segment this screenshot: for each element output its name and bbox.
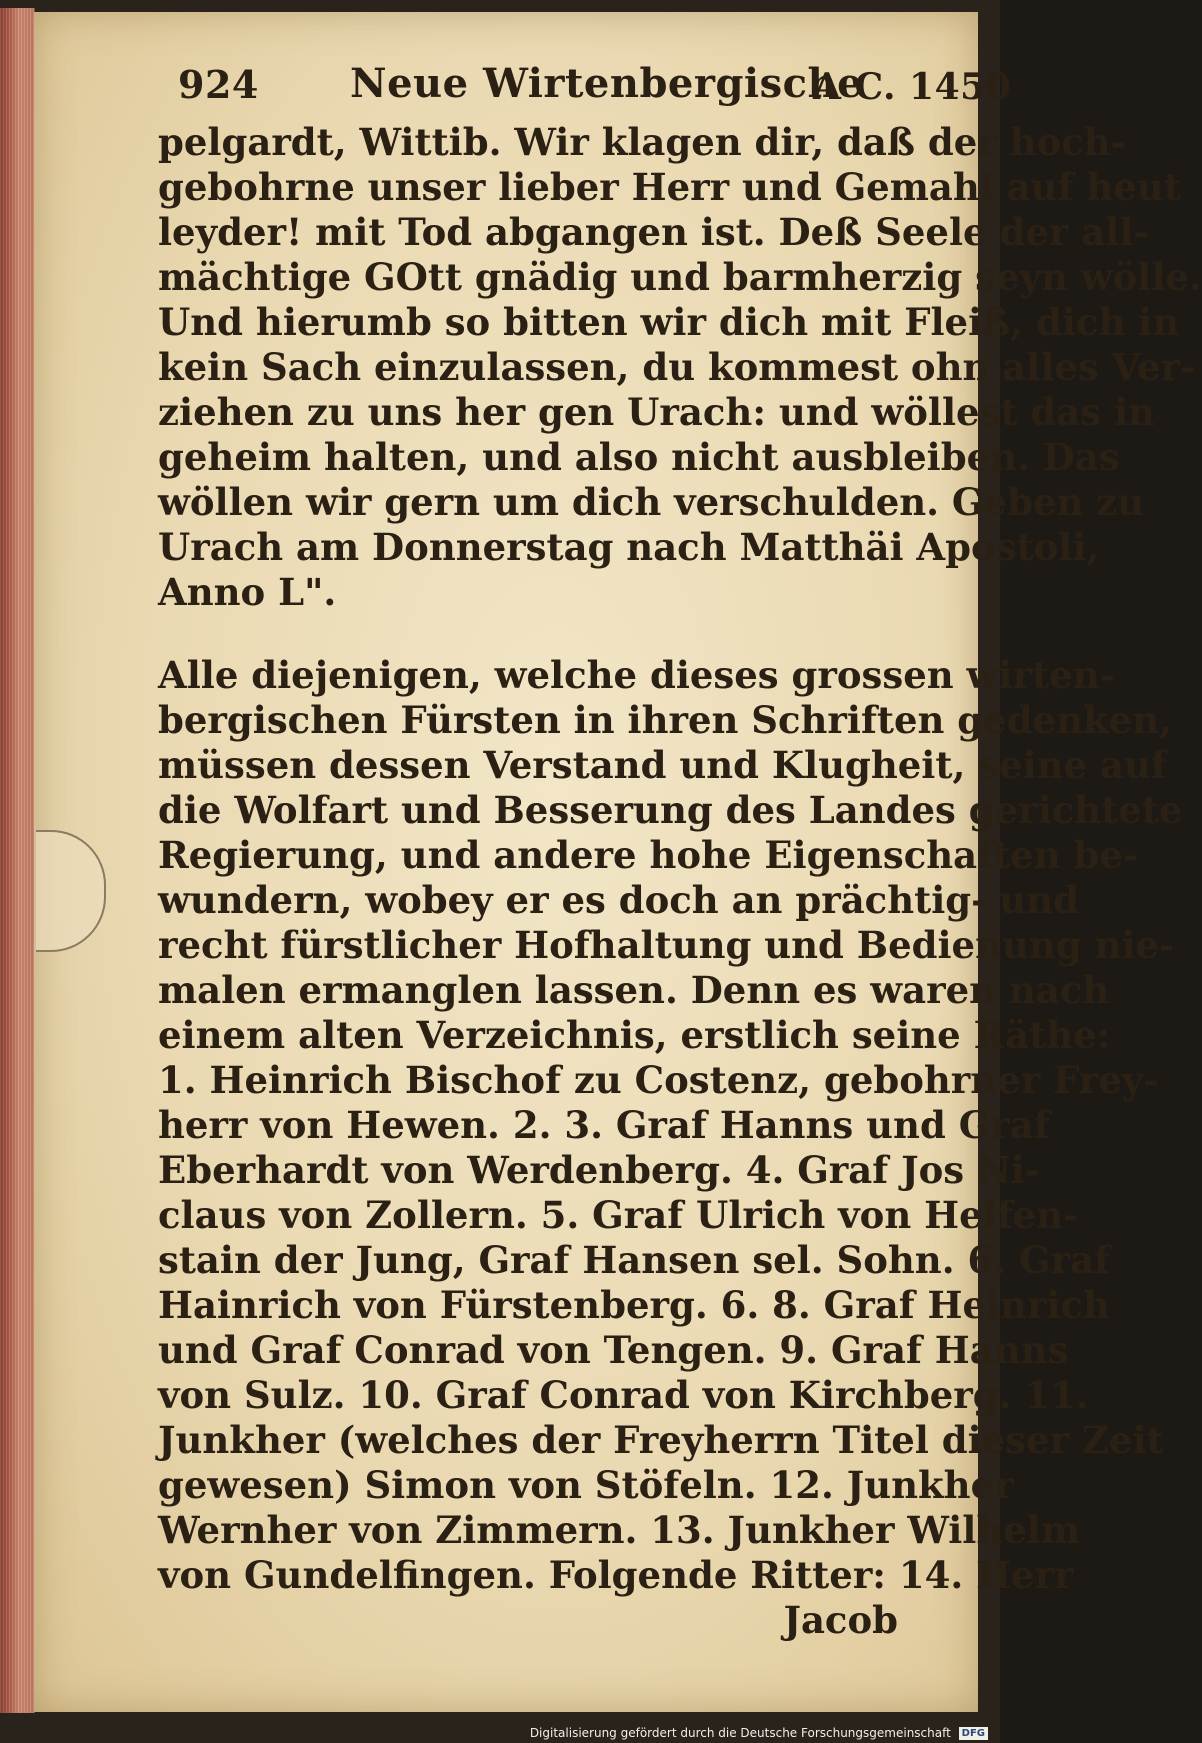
text-line: stain der Jung, Graf Hansen sel. Sohn. 6. Graf (158, 1238, 1110, 1282)
text-line: pelgardt, Wittib. Wir klagen dir, daß der hoch- (158, 120, 1127, 164)
running-header (158, 56, 1012, 120)
text-line: Anno L". (158, 570, 337, 614)
text-line: von Sulz. 10. Graf Conrad von Kirchberg. 11. (158, 1373, 1089, 1417)
page-clip-tab (36, 830, 106, 952)
text-line: gewesen) Simon von Stöfeln. 12. Junkher (158, 1463, 1014, 1507)
book-edge (0, 8, 35, 1713)
text-line: malen ermanglen lassen. Denn es waren nach (158, 968, 1110, 1012)
running-title: Neue Wirtenbergische (350, 60, 864, 107)
dfg-logo-icon: DFG (959, 1727, 988, 1740)
paragraph-court (158, 653, 1183, 1598)
text-line: ziehen zu uns her gen Urach: und wöllest das in (158, 390, 1155, 434)
text-line: Wernher von Zimmern. 13. Junkher Wilhelm (158, 1508, 1080, 1552)
text-line: Regierung, und andere hohe Eigenschaften be- (158, 833, 1139, 877)
text-line: Hainrich von Fürstenberg. 6. 8. Graf Heinrich (158, 1283, 1110, 1327)
footer-credit: Digitalisierung gefördert durch die Deutsche Forschungsgemeinschaft (529, 1726, 951, 1740)
text-line: müssen dessen Verstand und Klugheit, seine auf (158, 743, 1167, 787)
text-line: herr von Hewen. 2. 3. Graf Hanns und Graf (158, 1103, 1050, 1147)
digitization-footer (530, 1726, 988, 1740)
text-line: Alle diejenigen, welche dieses grossen wirten- (158, 653, 1115, 697)
text-line: gebohrne unser lieber Herr und Gemahl auf heut (158, 165, 1181, 209)
text-line: Urach am Donnerstag nach Matthäi Apostoli, (158, 525, 1100, 569)
text-line: Und hierumb so bitten wir dich mit Fleiß, dich in (158, 300, 1180, 344)
text-line: leyder! mit Tod abgangen ist. Deß Seele der all- (158, 210, 1149, 254)
text-line: claus von Zollern. 5. Graf Ulrich von Helfen- (158, 1193, 1079, 1237)
text-line: wundern, wobey er es doch an prächtig- und (158, 878, 1080, 922)
text-line: Eberhardt von Werdenberg. 4. Graf Jos Ni- (158, 1148, 1041, 1192)
paragraph-gap (158, 615, 978, 653)
text-line: wöllen wir gern um dich verschulden. Geben zu (158, 480, 1145, 524)
paragraph-letter (158, 120, 1202, 615)
text-line: und Graf Conrad von Tengen. 9. Graf Hanns (158, 1328, 1069, 1372)
text-line: einem alten Verzeichnis, erstlich seine Räthe: (158, 1013, 1111, 1057)
text-line: kein Sach einzulassen, du kommest ohn alles Ver- (158, 345, 1196, 389)
catchword-line (158, 1598, 898, 1643)
text-line: mächtige GOtt gnädig und barmherzig seyn wölle. (158, 255, 1202, 299)
page-text (158, 56, 1202, 1643)
text-line: von Gundelfingen. Folgende Ritter: 14. Herr (158, 1553, 1074, 1597)
text-line: recht fürstlicher Hofhaltung und Bedienung nie- (158, 923, 1175, 967)
year-marker: A C. 1450 (813, 66, 1012, 108)
text-line: bergischen Fürsten in ihren Schriften gedenken, (158, 698, 1172, 742)
text-line: geheim halten, und also nicht ausbleiben. Das (158, 435, 1120, 479)
text-line: die Wolfart und Besserung des Landes gerichtete (158, 788, 1183, 832)
text-line: Junkher (welches der Freyherrn Titel dieser Zeit (158, 1418, 1164, 1462)
page-number: 924 (178, 62, 259, 107)
text-line: 1. Heinrich Bischof zu Costenz, gebohrner Frey- (158, 1058, 1159, 1102)
catchword: Jacob (783, 1598, 898, 1642)
